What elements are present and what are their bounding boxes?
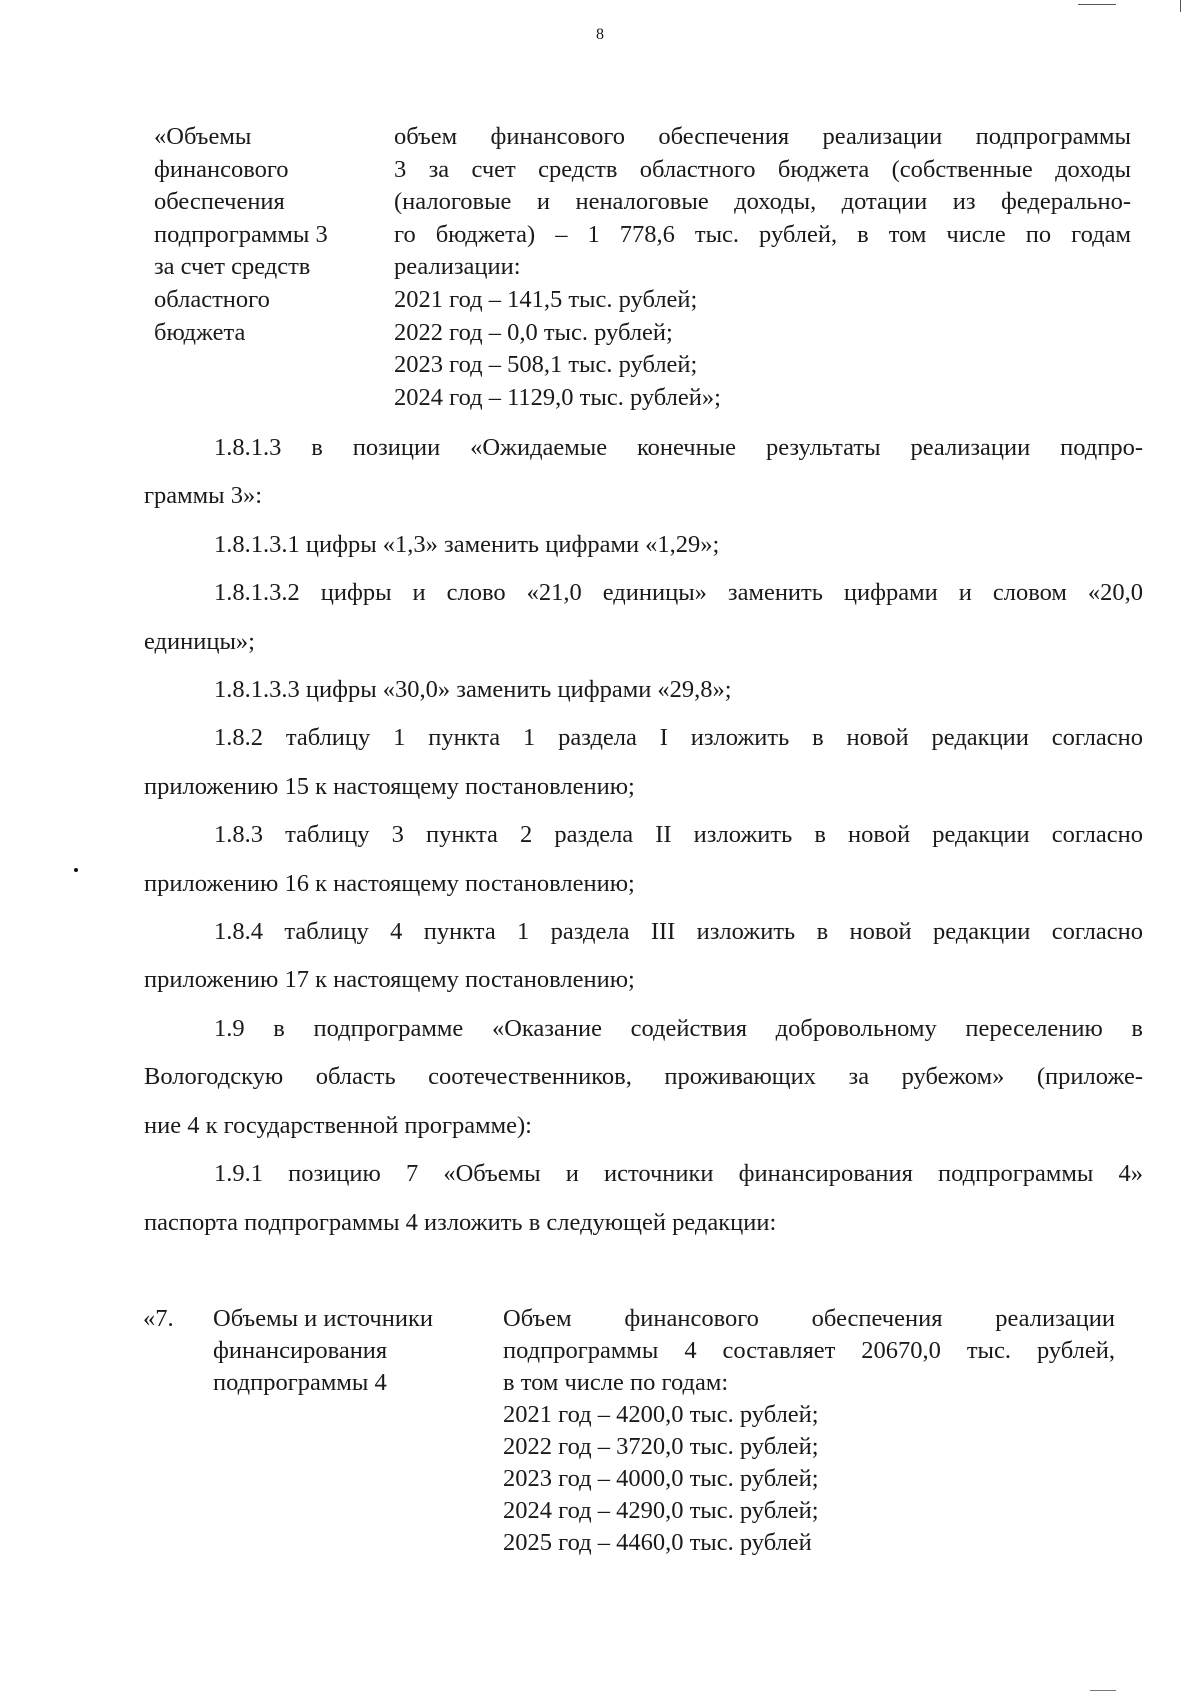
paragraph: [144, 908, 1143, 1005]
row-value-line: подпрограммы 4 составляет 20670,0 тыс. рублей,: [503, 1337, 1115, 1364]
paragraph-line: единицы»;: [144, 627, 255, 655]
passport-label-line: бюджета: [154, 318, 246, 346]
row-year-line: 2023 год – 4000,0 тыс. рублей;: [503, 1465, 819, 1492]
passport-label-line: обеспечения: [154, 188, 285, 216]
row-value: [503, 1303, 1115, 1559]
scan-mark-top-rule: [1078, 4, 1116, 5]
row-label-line: подпрограммы 4: [213, 1369, 387, 1396]
scan-mark-top-tick: [1180, 0, 1181, 12]
paragraph: [144, 666, 1143, 714]
passport-year-line: реализации:: [394, 253, 521, 281]
row-year-line: 2021 год – 4200,0 тыс. рублей;: [503, 1401, 819, 1428]
paragraph: [144, 714, 1143, 811]
passport-value: [394, 121, 1131, 414]
paragraph-line: 1.8.1.3.1 цифры «1,3» заменить цифрами «1,29»;: [214, 530, 720, 558]
row-year-line: в том числе по годам:: [503, 1369, 729, 1396]
passport-year-line: 2021 год – 141,5 тыс. рублей;: [394, 285, 698, 313]
passport-label-line: финансового: [154, 155, 289, 183]
row-year-line: 2025 год – 4460,0 тыс. рублей: [503, 1529, 812, 1556]
paragraph-line: 1.8.1.3.3 цифры «30,0» заменить цифрами «29,8»;: [214, 676, 732, 704]
row-year-line: 2022 год – 3720,0 тыс. рублей;: [503, 1433, 819, 1460]
row-label: [213, 1303, 483, 1399]
paragraph-line: приложению 15 к настоящему постановлению;: [144, 772, 635, 800]
passport-year-line: 2023 год – 508,1 тыс. рублей;: [394, 351, 698, 379]
paragraph-line: ние 4 к государственной программе):: [144, 1111, 532, 1139]
passport-label: [154, 121, 364, 349]
scan-mark-bottom: [1090, 1690, 1116, 1691]
passport-label-line: областного: [154, 285, 270, 313]
paragraph-line: 1.8.1.3 в позиции «Ожидаемые конечные результаты реализации подпро-: [214, 434, 1143, 461]
page-number: 8: [596, 26, 604, 43]
paragraph-line: 1.8.1.3.2 цифры и слово «21,0 единицы» заменить цифрами и словом «20,0: [214, 579, 1143, 607]
passport-value-line: 3 за счет средств областного бюджета (собственные доходы: [394, 155, 1131, 183]
passport-value-line: го бюджета) – 1 778,6 тыс. рублей, в том числе по годам: [394, 220, 1131, 248]
passport-value-years: [394, 251, 1131, 414]
passport-label-line: подпрограммы 3: [154, 220, 328, 248]
paragraph-line: приложению 16 к настоящему постановлению;: [144, 869, 635, 897]
paragraph-line: 1.8.3 таблицу 3 пункта 2 раздела II изложить в новой редакции согласно: [214, 821, 1143, 849]
row-value-justified: [503, 1303, 1115, 1367]
passport-year-line: 2022 год – 0,0 тыс. рублей;: [394, 318, 673, 346]
paragraph: [144, 811, 1143, 908]
amendment-paragraphs: [144, 424, 1143, 1247]
row-value-line: Объем финансового обеспечения реализации: [503, 1305, 1115, 1332]
row-year-line: 2024 год – 4290,0 тыс. рублей;: [503, 1497, 819, 1524]
passport-label-line: за счет средств: [154, 253, 311, 281]
passport-label-line: «Объемы: [154, 123, 252, 150]
paragraph-line: приложению 17 к настоящему постановлению;: [144, 966, 635, 994]
row-label-line: финансирования: [213, 1337, 388, 1364]
paragraph-line: граммы 3»:: [144, 482, 263, 510]
paragraph: [144, 424, 1143, 521]
passport-value-justified: [394, 121, 1131, 251]
passport-value-line: объем финансового обеспечения реализации подпрограммы: [394, 123, 1131, 150]
paragraph-line: 1.8.2 таблицу 1 пункта 1 раздела I изложить в новой редакции согласно: [214, 724, 1143, 752]
paragraph: [144, 521, 1143, 569]
paragraph-line: 1.8.4 таблицу 4 пункта 1 раздела III изложить в новой редакции согласно: [214, 918, 1143, 946]
passport-value-line: (налоговые и неналоговые доходы, дотации из федерально-: [394, 188, 1131, 216]
paragraph-line: Вологодскую область соотечественников, проживающих за рубежом» (приложе-: [144, 1063, 1143, 1091]
row-label-line: Объемы и источники: [213, 1305, 433, 1332]
passport-year-line: 2024 год – 1129,0 тыс. рублей»;: [394, 383, 721, 411]
row-value-years: [503, 1367, 1115, 1559]
paragraph: [144, 1150, 1143, 1247]
scan-dot: [74, 868, 78, 872]
paragraph: [144, 1005, 1143, 1150]
paragraph: [144, 569, 1143, 666]
paragraph-line: 1.9.1 позицию 7 «Объемы и источники финансирования подпрограммы 4»: [214, 1160, 1143, 1188]
row-number: «7.: [143, 1305, 174, 1332]
paragraph-line: 1.9 в подпрограмме «Оказание содействия добровольному переселению в: [214, 1014, 1143, 1042]
paragraph-line: паспорта подпрограммы 4 изложить в следующей редакции:: [144, 1208, 777, 1236]
